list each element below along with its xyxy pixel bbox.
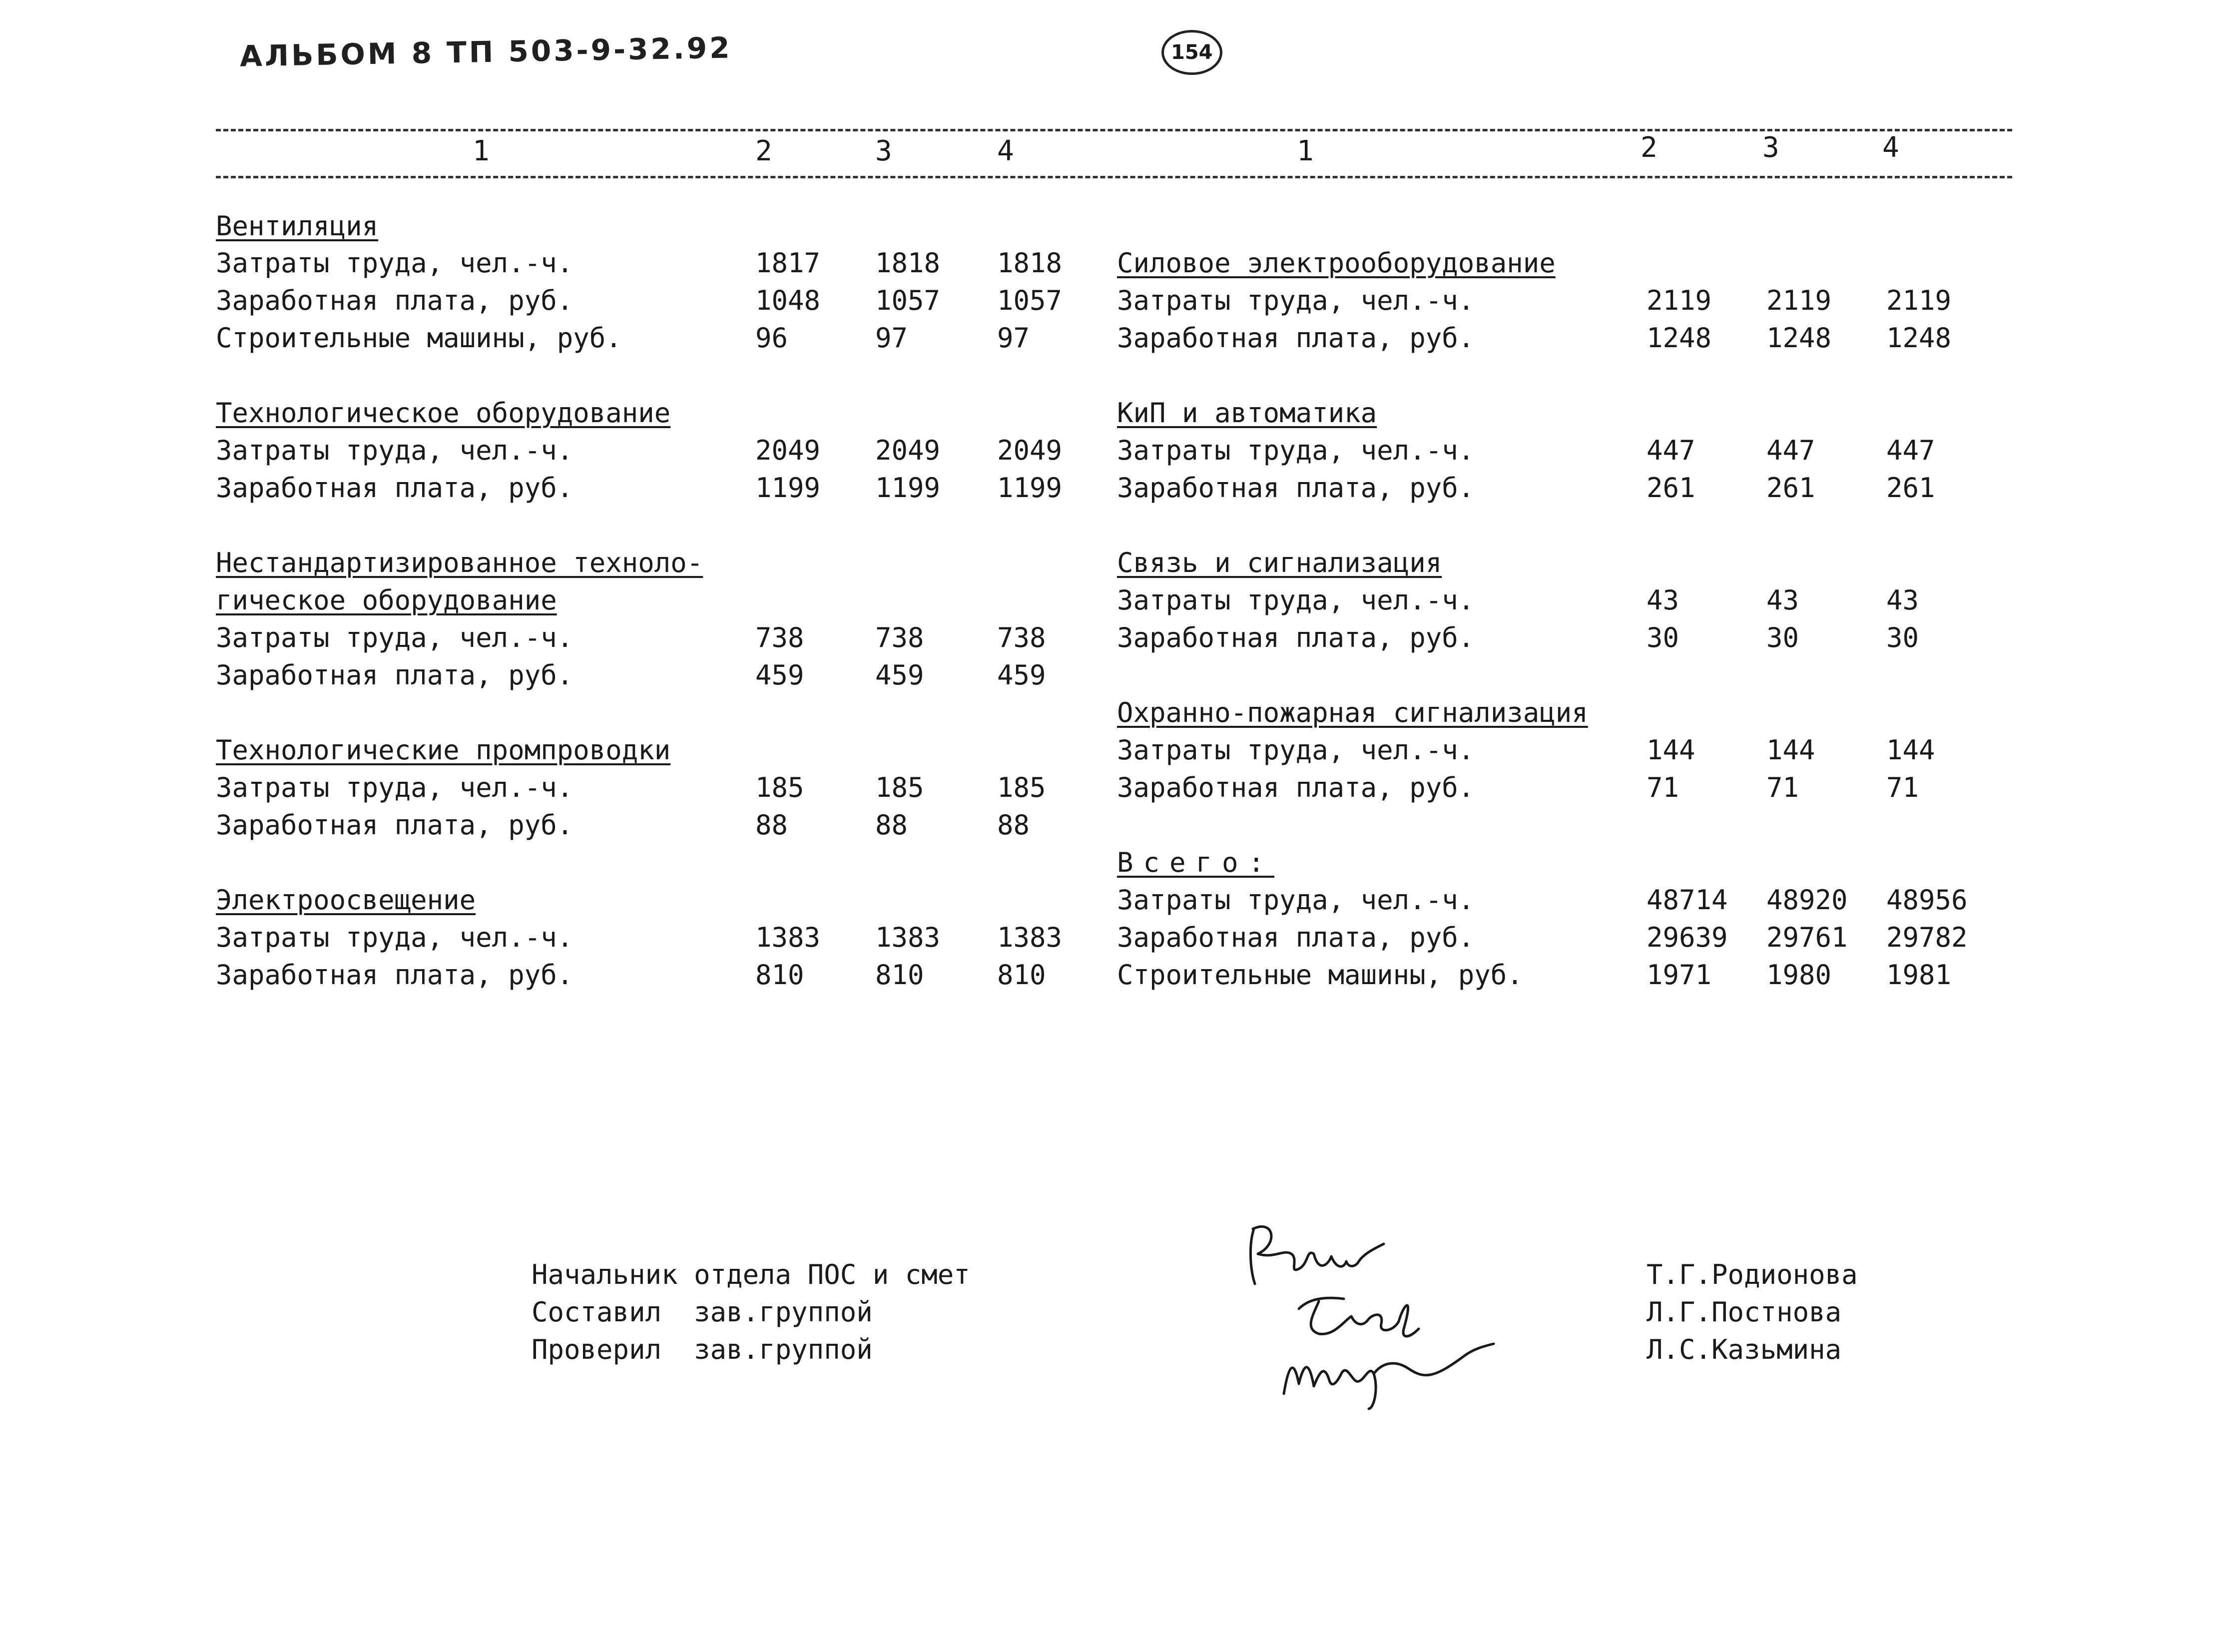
signature-role: Составил зав.группой <box>532 1296 873 1328</box>
row-label: Заработная плата, руб. <box>216 659 573 691</box>
total-section-title: Всего: <box>1117 847 1275 878</box>
row-value: 43 <box>1886 584 1919 616</box>
row-value: 96 <box>755 322 788 354</box>
row-label: Затраты труда, чел.-ч. <box>216 772 573 803</box>
section-title: Технологическое оборудование <box>216 397 671 429</box>
col-header-left-3: 3 <box>875 135 892 167</box>
row-label: Заработная плата, руб. <box>216 472 573 504</box>
row-value: 2049 <box>875 435 941 466</box>
row-value: 738 <box>755 622 804 653</box>
row-value: 1199 <box>755 472 821 504</box>
row-value: 261 <box>1886 472 1935 504</box>
row-value: 144 <box>1766 734 1815 766</box>
row-label: Затраты труда, чел.-ч. <box>1117 285 1475 316</box>
section-title: Технологические промпроводки <box>216 734 671 766</box>
col-header-left-4: 4 <box>997 135 1014 167</box>
section-title-continued: гическое оборудование <box>216 584 557 616</box>
row-value: 88 <box>875 809 908 841</box>
row-value: 1971 <box>1647 959 1712 991</box>
row-label: Затраты труда, чел.-ч. <box>216 622 573 653</box>
row-value: 1981 <box>1886 959 1952 991</box>
album-header: АЛЬБОМ 8 ТП 503-9-32.92 <box>239 30 733 73</box>
signature-role: Проверил зав.группой <box>532 1334 873 1365</box>
row-value: 43 <box>1647 584 1679 616</box>
row-value: 30 <box>1647 622 1679 653</box>
row-value: 30 <box>1886 622 1919 653</box>
row-label: Заработная плата, руб. <box>216 285 573 316</box>
col-header-right-4: 4 <box>1882 131 1899 164</box>
signature-name: Л.С.Казьмина <box>1647 1334 1842 1365</box>
row-label: Затраты труда, чел.-ч. <box>216 922 573 953</box>
row-value: 97 <box>875 322 908 354</box>
row-label: Заработная плата, руб. <box>1117 772 1475 803</box>
row-label: Затраты труда, чел.-ч. <box>1117 435 1475 466</box>
row-value: 71 <box>1886 772 1919 803</box>
row-value: 71 <box>1766 772 1799 803</box>
row-value: 2119 <box>1886 285 1952 316</box>
col-header-left-2: 2 <box>755 135 772 167</box>
table-header-rule <box>216 176 2012 178</box>
signature-role: Начальник отдела ПОС и смет <box>532 1259 970 1290</box>
row-label: Строительные машины, руб. <box>1117 959 1523 991</box>
row-value: 810 <box>875 959 924 991</box>
row-value: 1057 <box>875 285 941 316</box>
row-value: 2049 <box>997 435 1063 466</box>
row-value: 1383 <box>755 922 821 953</box>
row-value: 810 <box>755 959 804 991</box>
row-value: 1248 <box>1647 322 1712 354</box>
section-title: Электроосвещение <box>216 884 476 916</box>
row-value: 261 <box>1647 472 1695 504</box>
row-value: 1817 <box>755 247 821 279</box>
row-label: Заработная плата, руб. <box>1117 472 1475 504</box>
row-label: Заработная плата, руб. <box>216 959 573 991</box>
row-label: Заработная плата, руб. <box>1117 922 1475 953</box>
row-value: 447 <box>1886 435 1935 466</box>
row-value: 48920 <box>1766 884 1848 916</box>
col-header-right-3: 3 <box>1762 131 1779 164</box>
row-value: 29639 <box>1647 922 1728 953</box>
row-value: 48714 <box>1647 884 1728 916</box>
signature-name: Л.Г.Постнова <box>1647 1296 1842 1328</box>
row-value: 97 <box>997 322 1030 354</box>
row-label: Строительные машины, руб. <box>216 322 622 354</box>
col-header-right-1: 1 <box>1297 135 1314 167</box>
row-label: Затраты труда, чел.-ч. <box>216 247 573 279</box>
section-title: Нестандартизированное техноло- <box>216 547 703 578</box>
row-value: 1980 <box>1766 959 1832 991</box>
row-value: 447 <box>1766 435 1815 466</box>
row-value: 459 <box>755 659 804 691</box>
section-title: Охранно-пожарная сигнализация <box>1117 697 1588 728</box>
signature-name: Т.Г.Родионова <box>1647 1259 1858 1290</box>
section-title: Силовое электрооборудование <box>1117 247 1556 279</box>
section-title: КиП и автоматика <box>1117 397 1377 429</box>
row-value: 261 <box>1766 472 1815 504</box>
row-value: 2119 <box>1647 285 1712 316</box>
section-title: Связь и сигнализация <box>1117 547 1442 578</box>
row-value: 144 <box>1886 734 1935 766</box>
row-value: 1199 <box>875 472 941 504</box>
row-label: Затраты труда, чел.-ч. <box>1117 734 1475 766</box>
row-value: 1818 <box>875 247 941 279</box>
row-value: 144 <box>1647 734 1695 766</box>
row-value: 48956 <box>1886 884 1968 916</box>
row-value: 1383 <box>875 922 941 953</box>
row-value: 459 <box>997 659 1046 691</box>
section-title: Вентиляция <box>216 210 379 242</box>
row-label: Затраты труда, чел.-ч. <box>216 435 573 466</box>
row-value: 29782 <box>1886 922 1968 953</box>
row-value: 459 <box>875 659 924 691</box>
row-value: 810 <box>997 959 1046 991</box>
row-value: 185 <box>755 772 804 803</box>
row-value: 29761 <box>1766 922 1848 953</box>
row-value: 1818 <box>997 247 1063 279</box>
row-label: Затраты труда, чел.-ч. <box>1117 884 1475 916</box>
row-value: 738 <box>997 622 1046 653</box>
row-label: Заработная плата, руб. <box>1117 322 1475 354</box>
row-value: 1383 <box>997 922 1063 953</box>
row-value: 447 <box>1647 435 1695 466</box>
row-value: 43 <box>1766 584 1799 616</box>
row-value: 1057 <box>997 285 1063 316</box>
row-value: 30 <box>1766 622 1799 653</box>
row-label: Затраты труда, чел.-ч. <box>1117 584 1475 616</box>
col-header-right-2: 2 <box>1641 131 1658 164</box>
row-value: 738 <box>875 622 924 653</box>
page-number: 154 <box>1161 30 1222 75</box>
row-value: 1248 <box>1766 322 1832 354</box>
row-value: 88 <box>755 809 788 841</box>
row-value: 71 <box>1647 772 1679 803</box>
row-value: 1248 <box>1886 322 1952 354</box>
col-header-left-1: 1 <box>473 135 490 167</box>
row-label: Заработная плата, руб. <box>216 809 573 841</box>
table-top-rule <box>216 129 2012 131</box>
row-value: 2049 <box>755 435 821 466</box>
row-label: Заработная плата, руб. <box>1117 622 1475 653</box>
row-value: 1048 <box>755 285 821 316</box>
row-value: 88 <box>997 809 1030 841</box>
row-value: 2119 <box>1766 285 1832 316</box>
handwritten-signatures <box>1244 1214 1504 1414</box>
row-value: 185 <box>997 772 1046 803</box>
row-value: 1199 <box>997 472 1063 504</box>
row-value: 185 <box>875 772 924 803</box>
